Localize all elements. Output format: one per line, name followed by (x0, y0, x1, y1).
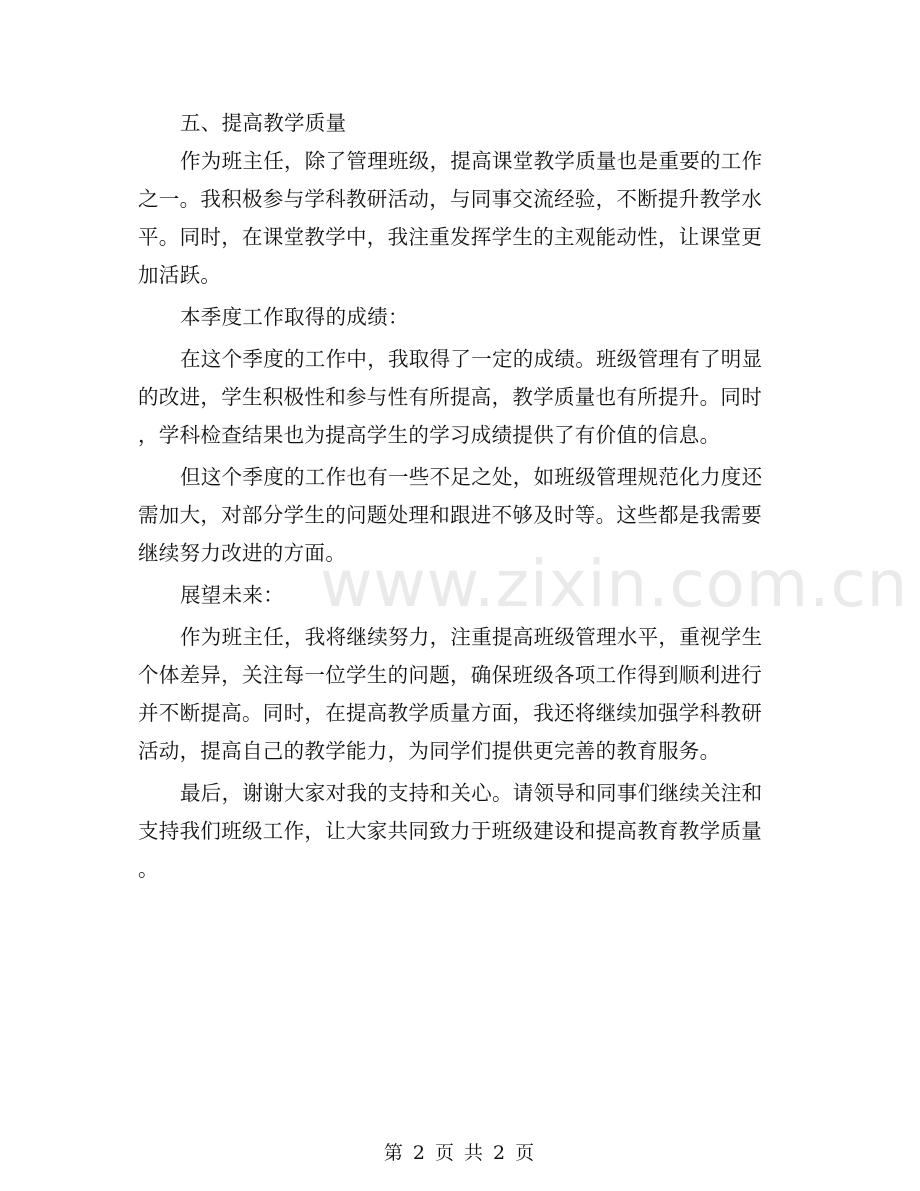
text-line: 继续努力改进的方面。 (138, 541, 346, 565)
text-line: 展望未来： (180, 583, 284, 607)
watermark: www.zixin.com.cn (320, 548, 909, 622)
text-line: 并不断提高。同时，在提高教学质量方面，我还将继续加强学科教研 (138, 701, 762, 725)
text-line: 作为班主任，除了管理班级，提高课堂教学质量也是重要的工作 (180, 149, 763, 173)
text-line: 个体差异，关注每一位学生的问题，确保班级各项工作得到顺利进行 (138, 663, 762, 687)
paragraph-teaching-quality (138, 142, 778, 294)
text-line: 加活跃。 (138, 263, 222, 287)
text-line: 支持我们班级工作，让大家共同致力于班级建设和提高教育教学质量 (138, 819, 762, 843)
text-line: 最后，谢谢大家对我的支持和关心。请领导和同事们继续关注和 (180, 781, 763, 805)
page-footer: 第 2 页 共 2 页 (383, 1142, 537, 1164)
text-line: 活动，提高自己的教学能力，为同学们提供更完善的教育服务。 (138, 739, 721, 763)
section-heading (138, 298, 778, 336)
text-line: 作为班主任，我将继续努力，注重提高班级管理水平，重视学生 (180, 625, 763, 649)
section-heading (138, 576, 778, 614)
text-line: 本季度工作取得的成绩： (180, 305, 409, 329)
paragraph-outlook (138, 618, 778, 770)
document-body (138, 104, 778, 888)
text-line: 五、提高教学质量 (180, 111, 347, 135)
paragraph-shortcomings (138, 458, 778, 572)
text-line: 之一。我积极参与学科教研活动，与同事交流经验，不断提升教学水 (138, 187, 762, 211)
text-line: 在这个季度的工作中，我取得了一定的成绩。班级管理有了明显 (180, 347, 763, 371)
text-line: ，学科检查结果也为提高学生的学习成绩提供了有价值的信息。 (138, 423, 721, 447)
section-heading (138, 104, 778, 142)
paragraph-achievements (138, 340, 778, 454)
text-line: 但这个季度的工作也有一些不足之处，如班级管理规范化力度还 (180, 465, 763, 489)
text-line: 的改进，学生积极性和参与性有所提高，教学质量也有所提升。同时 (138, 385, 762, 409)
text-line: 。 (138, 857, 159, 881)
text-line: 需加大，对部分学生的问题处理和跟进不够及时等。这些都是我需要 (138, 503, 762, 527)
text-line: 平。同时，在课堂教学中，我注重发挥学生的主观能动性，让课堂更 (138, 225, 762, 249)
paragraph-closing (138, 774, 778, 888)
